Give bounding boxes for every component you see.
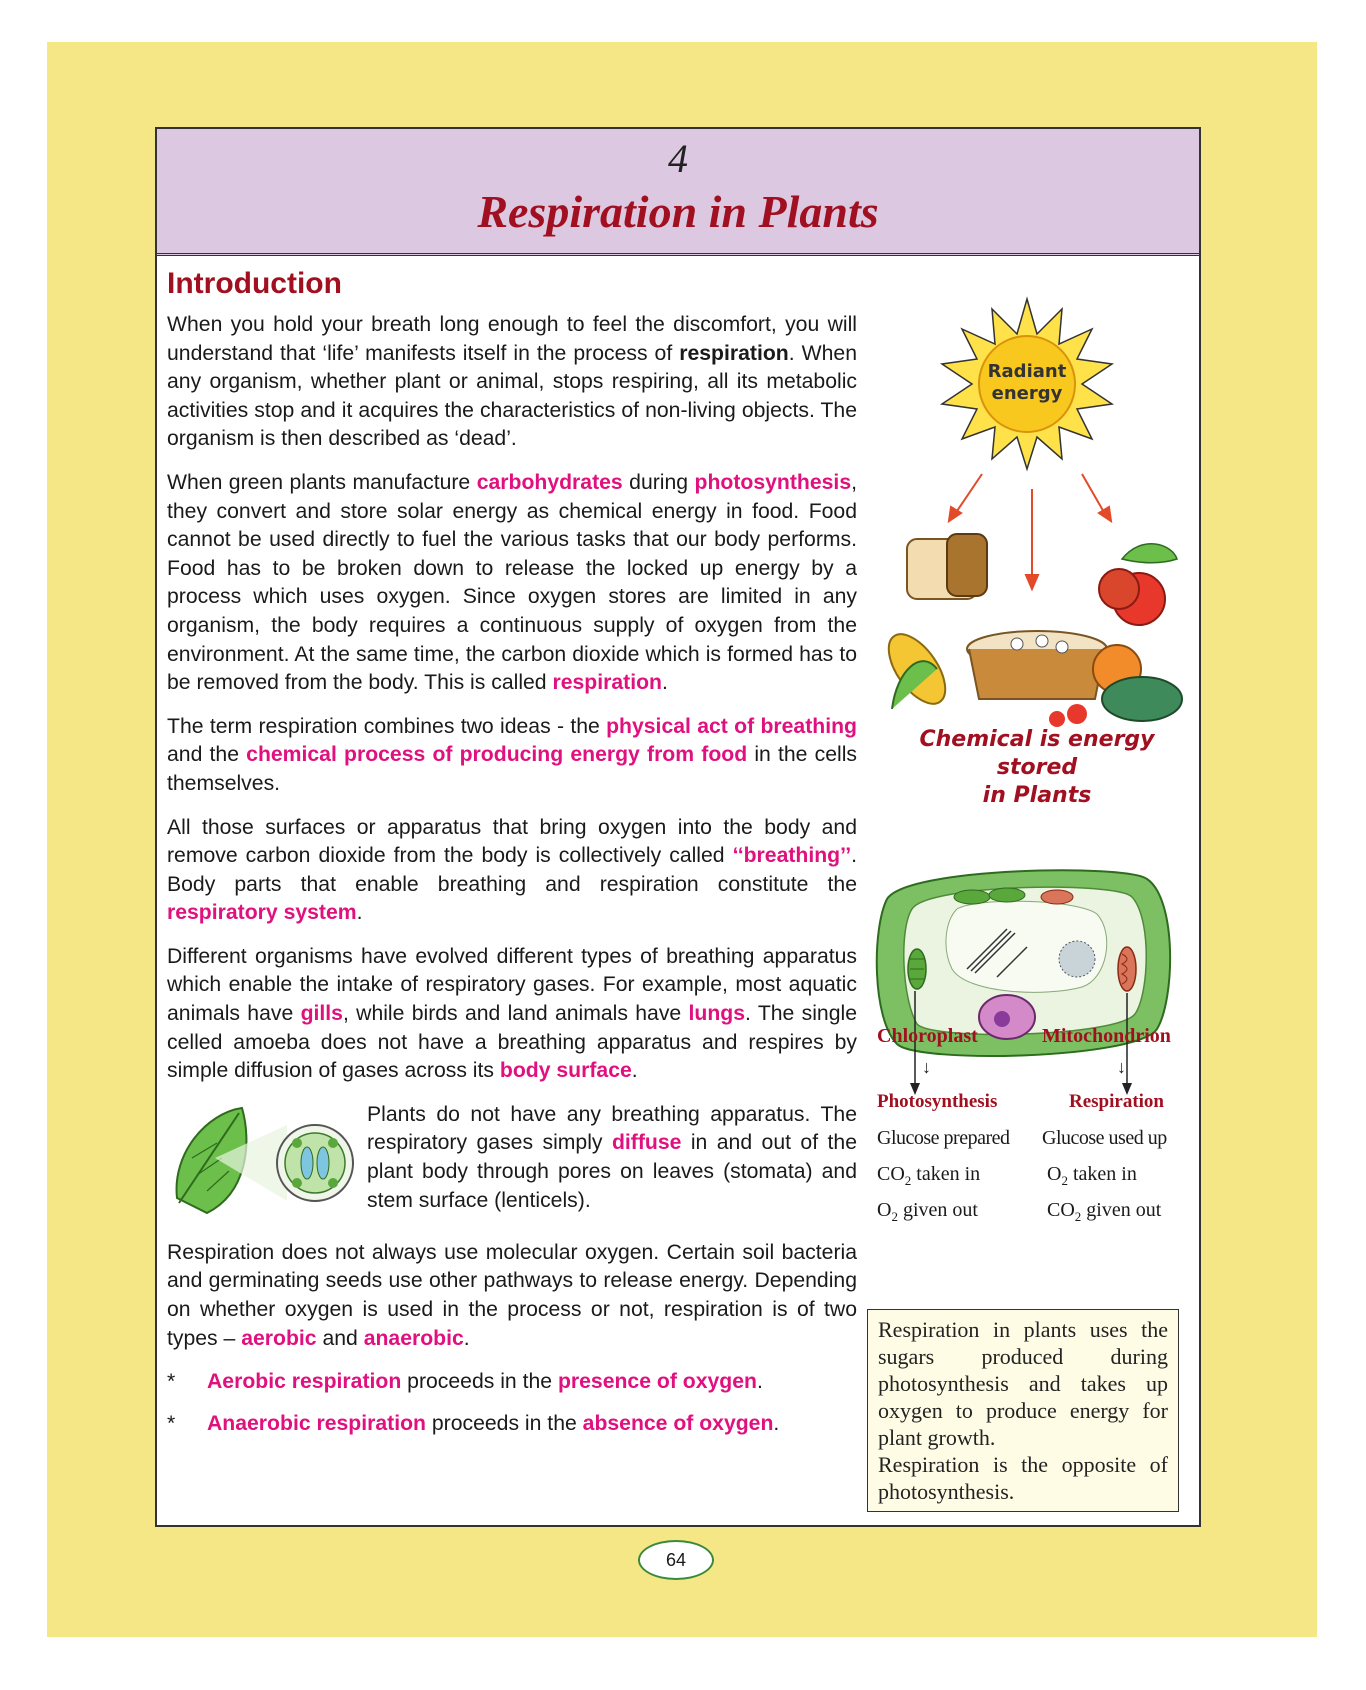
paragraph-1: When you hold your breath long enough to feel the discomfort, you will understand that ‘life’ manifests itself in the process of respiration. When any organism, whether plant or animal, stops respiring, all its metabolic activities stop and it acquires the characteristics of non-living objects. The organism is then described as ‘dead’. [167,313,857,451]
bullet-anaerobic: * Anaerobic respiration proceeds in the absence of oxygen. [167,1412,780,1436]
paragraph-6: Plants do not have any breathing apparatus. The respiratory gases simply diffuse in and out of the plant body through pores on leaves (stomata) and stem surface (lenticels). [367,1102,857,1212]
chloroplast-row-1: Glucose prepared [877,1127,1010,1149]
leaf-stomata-block [167,1101,857,1229]
food-icon [878,534,1182,727]
note-line-2: Respiration is the opposite of photosynthesis. [878,1452,1168,1504]
paragraph-7: Respiration does not always use molecular oxygen. Certain soil bacteria and germinating seeds use other pathways to release energy. Depending on whether oxygen is used in the process or not, respiration is of two types – aerobic and anaerobic. [167,1240,857,1350]
main-text-column [167,311,857,1452]
note-line-1: Respiration in plants uses the sugars produced during photosynthesis and takes up oxygen to produce energy for plant growth. [878,1317,1168,1450]
mitochondrion-label: Mitochondrion [1042,1025,1171,1047]
plant-cell-illustration [857,859,1197,1099]
photosynthesis-label: Photosynthesis [877,1091,998,1112]
mitochondrion-row-2: $O_2$ taken in [1047,1163,1137,1188]
page-number: 64 [638,1540,714,1580]
chapter-header [157,129,1199,256]
down-arrow-icon: ↓ [1117,1057,1126,1077]
chapter-number: 4 [668,136,688,181]
chloroplast-label: Chloroplast [877,1025,978,1047]
mitochondrion-row-3: $CO_2$ given out [1047,1199,1162,1224]
content-frame [155,127,1201,1527]
mitochondrion-row-1: Glucose used up [1042,1127,1167,1149]
summary-note-box [867,1309,1179,1512]
sun-figure-caption: Chemical is energy stored in Plants [919,727,1155,808]
leaf-stomata-icon [167,1103,357,1223]
svg-text:energy: energy [991,383,1063,404]
sun-icon [942,299,1112,469]
chapter-title: Respiration in Plants [477,186,879,237]
down-arrow-icon: ↓ [922,1057,931,1077]
bullet-aerobic: * Aerobic respiration proceeds in the presence of oxygen. [167,1370,763,1394]
paragraph-3: The term respiration combines two ideas - the physical act of breathing and the chemical process of producing energy from food in the cells themselves. [167,714,857,795]
paragraph-5: Different organisms have evolved different types of breathing apparatus which enable the intake of respiratory gases. For example, most aquatic animals have gills, while birds and land animals have lungs. The single celled amoeba does not have a breathing apparatus and respires by simple diffusion of gases across its body surface. [167,944,857,1083]
paragraph-4: All those surfaces or apparatus that bring oxygen into the body and remove carbon dioxide from the body is collectively called ‘‘breathing’’. Body parts that enable breathing and respiration constitute the respiratory system. [167,815,857,925]
paragraph-2: When green plants manufacture carbohydrates during photosynthesis, they convert and store solar energy as chemical energy in food. Food cannot be used directly to fuel the various tasks that our body performs. Food has to be broken down to release the locked up energy by a process which uses oxygen. Since oxygen stores are limited in any organism, the body requires a continuous supply of oxygen from the environment. At the same time, the carbon dioxide which is formed has to be removed from the body. This is called respiration. [167,470,857,695]
section-title: Introduction [167,267,342,300]
respiration-label: Respiration [1069,1091,1164,1112]
svg-text:Radiant: Radiant [987,361,1067,382]
chloroplast-row-2: $CO_2$ taken in [877,1163,981,1188]
chloroplast-row-3: $O_2$ given out [877,1199,978,1224]
